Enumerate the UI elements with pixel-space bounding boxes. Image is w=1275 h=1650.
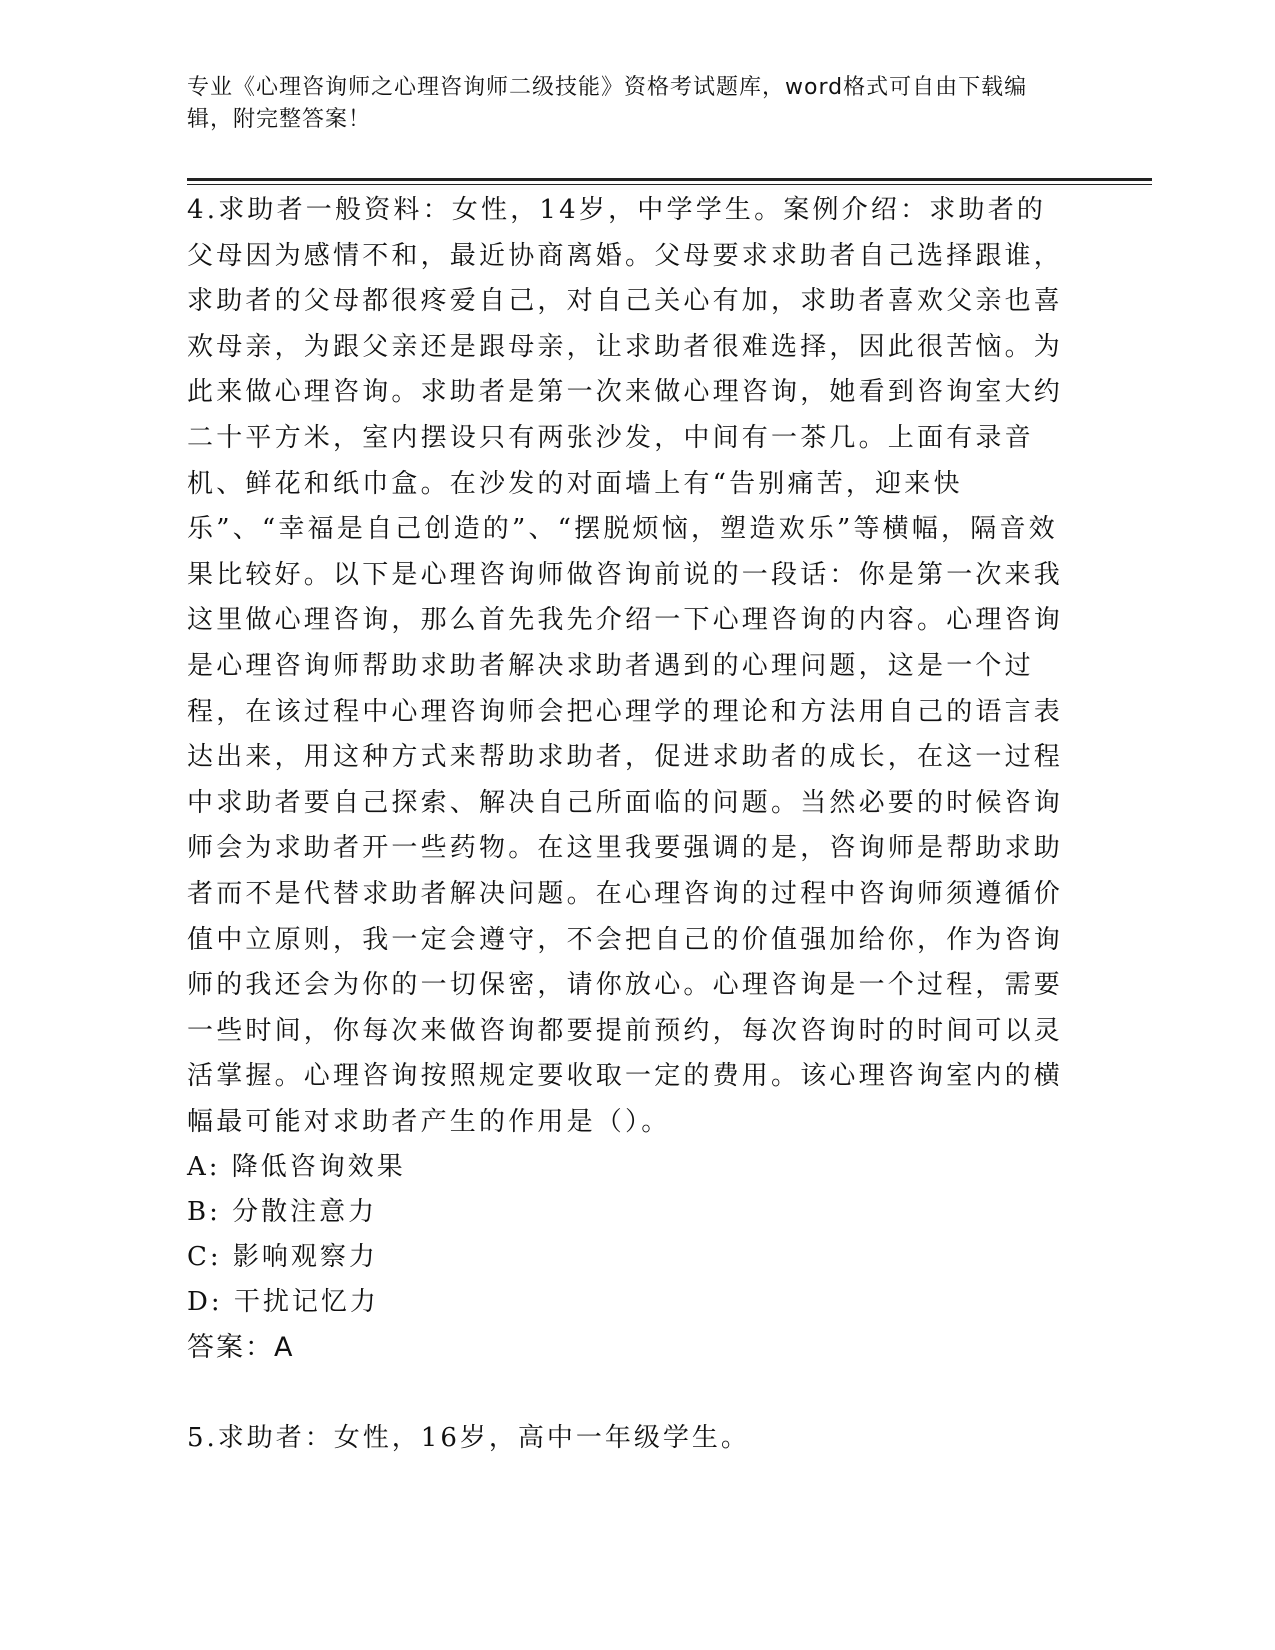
question-4-answer: 答案：A bbox=[187, 1332, 295, 1364]
question-4-options bbox=[187, 1145, 1067, 1325]
document-header: 专业《心理咨询师之心理咨询师二级技能》资格考试题库，word格式可自由下载编辑，附完整答案！ bbox=[187, 75, 1028, 132]
question-4-text: 4.求助者一般资料：女性，14岁，中学学生。案例介绍：求助者的父母因为感情不和，最近协商离婚。父母要求求助者自己选择跟谁，求助者的父母都很疼爱自己，对自己关心有加，求助者喜欢父亲也喜欢母亲，为跟父亲还是跟母亲，让求助者很难选择，因此很苦恼。为此来做心理咨询。求助者是第一次来做心理咨询，她看到咨询室大约二十平方米，室内摆设只有两张沙发，中间有一茶几。上面有录音机、鲜花和纸巾盒。在沙发的对面墙上有“告别痛苦，迎来快乐”、“幸福是自己创造的”、“摆脱烦恼，塑造欢乐”等横幅，隔音效果比较好。以下是心理咨询师做咨询前说的一段话：你是第一次来我这里做心理咨询，那么首先我先介绍一下心理咨询的内容。心理咨询是心理咨询师帮助求助者解决求助者遇到的心理问题，这是一个过程，在该过程中心理咨询师会把心理学的理论和方法用自己的语言表达出来，用这种方式来帮助求助者，促进求助者的成长，在这一过程中求助者要自己探索、解决自己所面临的问题。当然必要的时候咨询师会为求助者开一些药物。在这里我要强调的是，咨询师是帮助求助者而不是代替求助者解决问题。在心理咨询的过程中咨询师须遵循价值中立原则，我一定会遵守，不会把自己的价值强加给你，作为咨询师的我还会为你的一切保密，请你放心。心理咨询是一个过程，需要一些时间，你每次来做咨询都要提前预约，每次咨询时的时间可以灵活掌握。心理咨询按照规定要收取一定的费用。该心理咨询室内的横幅最可能对求助者产生的作用是（）。 bbox=[187, 195, 1064, 1137]
option-d: D: 干扰记忆力 bbox=[187, 1287, 379, 1318]
document-body bbox=[187, 188, 1067, 1461]
option-a: A: 降低咨询效果 bbox=[187, 1152, 406, 1183]
header-divider-thin bbox=[187, 184, 1152, 185]
question-5-text: 5.求助者：女性，16岁，高中一年级学生。 bbox=[187, 1423, 750, 1454]
option-c: C: 影响观察力 bbox=[187, 1242, 378, 1273]
option-b: B: 分散注意力 bbox=[187, 1197, 378, 1228]
header-divider-thick bbox=[187, 178, 1152, 181]
